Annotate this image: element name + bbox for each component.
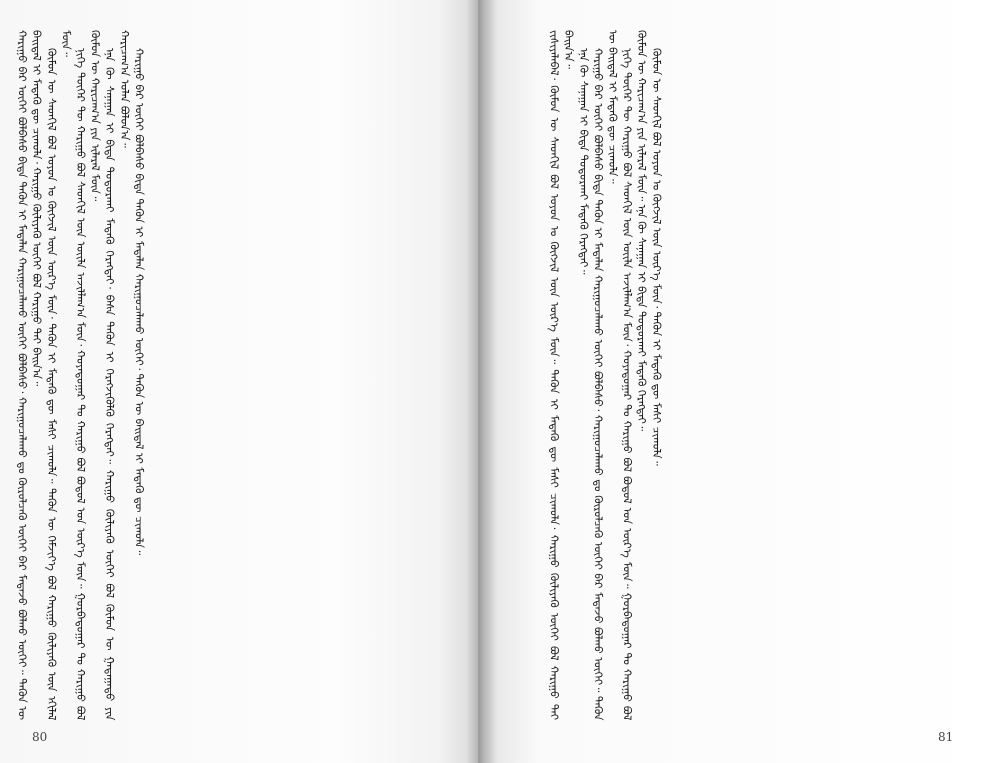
paragraph: ᠬᠠᠷᠢᠭᠤ ᠪᠡᠷ ᠦᠭᠡᠢ ᠪᠣᠯᠪᠠᠰᠤ ᠪᠢᠳᠡ ᠲᠡᠭᠦᠨ ᠢ ᠮᠠᠳᠠᠯᠠᠨ ᠬᠠᠷᠢᠭᠤᠴᠠᠯᠠᠬᠤ ᠦᠭᠡᠢ ᠪᠣᠯᠪᠠᠰᠤ᠂ ᠬᠠᠷᠢᠭᠤᠴᠠᠯᠠᠬᠤ ᠳᠤ ᠬᠦᠷᠦᠯᠴᠡᠬᠦ ᠦᠭᠡᠢ ᠪᠡᠷ ᠮᠡᠳᠡᠵᠦ ᠪᠣᠯᠬᠤ ᠦᠭᠡᠢ᠃ ᠲᠡᠭᠦᠨ ᠦ ᠪᠠᠢᠳᠠᠯ ᠢ ᠮᠡᠳᠡᠬᠦ ᠳᠦ ᠴᠢᠬᠤᠯᠠ᠂ ᠬᠠᠷᠢᠭᠤ ᠬᠦᠯᠢᠶᠡᠬᠦ ᠦᠭᠡᠢ ᠪᠣᠯ ᠬᠠᠷᠢᠭᠤ ᠲᠠᠢ ᠪᠠᠢᠨ᠎ᠠ᠃	[15, 30, 44, 720]
paragraph: ᠨᠢᠭᠡ ᠳᠦᠭᠡᠷ ᠲᠦ ᠬᠠᠷᠢᠭᠤ ᠪᠣᠯ ᠰᠡᠳᠬᠢᠯ ᠦᠨ ᠦᠢᠯᠡ ᠠᠵᠢᠯᠯᠠᠭ᠎ᠠ ᠮᠥᠨ᠂ ᠬᠣᠶᠠᠳᠤᠭᠠᠷ ᠲᠤ ᠬᠠᠷᠢᠭᠤ ᠪᠣᠯ ᠪᠣᠳᠤᠯ ᠤᠨ ᠦᠷ᠎ᠡ ᠮᠥᠨ᠃ ᠭᠤᠷᠪᠠᠳᠤᠭᠠᠷ ᠲᠤ ᠬᠠᠷᠢᠭᠤ ᠪᠣᠯ ᠬᠦᠮᠦᠨ ᠦ ᠬᠠᠷᠢᠴᠠᠭ᠎ᠠ ᠶᠢᠨ ᠢᠯᠡᠷᠡᠯ ᠮᠥᠨ᠃ ᠡᠨᠡ ᠬᠦ ᠰᠠᠨᠠᠭᠠᠨ ᠢ ᠪᠢᠳᠡ ᠲᠣᠳᠣᠷᠬᠠᠢ ᠮᠡᠳᠡᠬᠦ ᠬᠡᠷᠡᠭᠲᠡᠢ᠃	[620, 30, 649, 720]
paragraph: ᠡᠨᠡ ᠬᠦ ᠰᠠᠨᠠᠭᠠᠨ ᠢ ᠪᠢᠳᠡ ᠲᠣᠳᠣᠷᠬᠠᠢ ᠮᠡᠳᠡᠬᠦ ᠬᠡᠷᠡᠭᠲᠡᠢ᠃	[576, 47, 590, 275]
paragraph: ᠬᠦᠮᠦᠨ ᠦ ᠰᠡᠳᠬᠢᠯ ᠪᠣᠯ ᠣᠶᠤᠨ ᠤ ᠬᠥᠭᠵᠢᠯ ᠦᠨ ᠦᠷ᠎ᠡ ᠮᠥᠨ᠂ ᠲᠡᠭᠦᠨ ᠢ ᠮᠡᠳᠡᠬᠦ ᠳᠦ ᠮᠠᠰᠢ ᠴᠢᠬᠤᠯᠠ᠃	[649, 47, 663, 466]
page-number-right: 81	[938, 730, 954, 744]
left-page-text	[14, 30, 454, 720]
paragraph: ᠬᠦᠮᠦᠨ ᠦ ᠰᠡᠳᠬᠢᠯ ᠪᠣᠯ ᠣᠶᠤᠨ ᠤ ᠬᠥᠭᠵᠢᠯ ᠦᠨ ᠦᠷ᠎ᠡ ᠮᠥᠨ᠂ ᠲᠡᠭᠦᠨ ᠢ ᠮᠡᠳᠡᠬᠦ ᠳᠦ ᠮᠠᠰᠢ ᠴᠢᠬᠤᠯᠠ᠃ ᠲᠡᠭᠦᠨ ᠦ ᠬᠡᠮᠵᠢᠶ᠎ᠡ ᠪᠣᠯ ᠬᠠᠷᠢᠭᠤ ᠬᠦᠯᠢᠶᠡᠬᠦ ᠦᠨ ᠡᠬᠢᠯᠡᠯ ᠮᠥᠨ᠃	[44, 30, 73, 720]
paragraph: ᠡᠨᠡ ᠬᠦ ᠰᠠᠨᠠᠭᠠᠨ ᠢ ᠪᠢᠳᠡ ᠲᠣᠳᠣᠷᠬᠠᠢ ᠮᠡᠳᠡᠬᠦ ᠬᠡᠷᠡᠭᠲᠡᠢ᠂ ᠪᠠᠰᠠ ᠲᠡᠭᠦᠨ ᠢ ᠬᠡᠷᠡᠭᠵᠢᠭᠦᠯᠬᠦ ᠬᠡᠷᠡᠭᠲᠡᠢ᠃ ᠬᠠᠷᠢᠭᠤ ᠬᠦᠯᠢᠶᠡᠬᠦ ᠦᠭᠡᠢ ᠪᠣᠯ ᠬᠦᠮᠦᠨ ᠦ ᠭᠠᠳᠠᠭᠠᠳᠤ ᠶᠢᠨ ᠬᠠᠷᠢᠴᠠᠭ᠎ᠠ ᠣᠯᠠᠨ ᠪᠣᠯᠤᠨ᠎ᠠ᠃	[103, 30, 131, 720]
paragraph: ᠨᠢᠭᠡ ᠳᠦᠭᠡᠷ ᠲᠦ ᠬᠠᠷᠢᠭᠤ ᠪᠣᠯ ᠰᠡᠳᠬᠢᠯ ᠦᠨ ᠦᠢᠯᠡ ᠠᠵᠢᠯᠯᠠᠭ᠎ᠠ ᠮᠥᠨ᠂ ᠬᠣᠶᠠᠳᠤᠭᠠᠷ ᠲᠤ ᠬᠠᠷᠢᠭᠤ ᠪᠣᠯ ᠪᠣᠳᠤᠯ ᠤᠨ ᠦᠷ᠎ᠡ ᠮᠥᠨ᠃ ᠭᠤᠷᠪᠠᠳᠤᠭᠠᠷ ᠲᠤ ᠬᠠᠷᠢᠭᠤ ᠪᠣᠯ ᠬᠦᠮᠦᠨ ᠦ ᠬᠠᠷᠢᠴᠠᠭ᠎ᠠ ᠶᠢᠨ ᠢᠯᠡᠷᠡᠯ ᠮᠥᠨ᠃	[73, 30, 102, 720]
paragraph: ᠵᠢᠱᠢᠶᠡᠯᠡᠪᠡᠯ᠂ ᠬᠦᠮᠦᠨ ᠦ ᠰᠡᠳᠬᠢᠯ ᠪᠣᠯ ᠣᠶᠤᠨ ᠤ ᠬᠥᠭᠵᠢᠯ ᠦᠨ ᠦᠷ᠎ᠡ ᠮᠥᠨ᠃ ᠲᠡᠭᠦᠨ ᠢ ᠮᠡᠳᠡᠬᠦ ᠳᠦ ᠮᠠᠰᠢ ᠴᠢᠬᠤᠯᠠ᠂ ᠬᠠᠷᠢᠭᠤ ᠬᠦᠯᠢᠶᠡᠬᠦ ᠦᠭᠡᠢ ᠪᠣᠯ ᠬᠠᠷᠢᠭᠤ ᠲᠠᠢ ᠪᠠᠢᠨ᠎ᠠ᠃	[547, 30, 576, 720]
paragraph: ᠬᠠᠷᠢᠭᠤ ᠪᠡᠷ ᠦᠭᠡᠢ ᠪᠣᠯᠪᠠᠰᠤ ᠪᠢᠳᠡ ᠲᠡᠭᠦᠨ ᠢ ᠮᠠᠳᠠᠯᠠᠨ ᠬᠠᠷᠢᠭᠤᠴᠠᠯᠠᠬᠤ ᠦᠭᠡᠢ ᠪᠣᠯᠪᠠᠰᠤ᠂ ᠬᠠᠷᠢᠭᠤᠴᠠᠯᠠᠬᠤ ᠳᠤ ᠬᠦᠷᠦᠯᠴᠡᠬᠦ ᠦᠭᠡᠢ ᠪᠡᠷ ᠮᠡᠳᠡᠵᠦ ᠪᠣᠯᠬᠤ ᠦᠭᠡᠢ᠃ ᠲᠡᠭᠦᠨ ᠦ ᠪᠠᠢᠳᠠᠯ ᠢ ᠮᠡᠳᠡᠬᠦ ᠳᠦ ᠴᠢᠬᠤᠯᠠ᠃	[591, 30, 619, 720]
left-page	[0, 0, 478, 763]
right-page	[478, 0, 985, 763]
page-number-left: 80	[32, 730, 48, 744]
right-page-text	[546, 30, 966, 720]
paragraph: ᠬᠠᠷᠢᠭᠤ ᠪᠡᠷ ᠦᠭᠡᠢ ᠪᠣᠯᠪᠠᠰᠤ ᠪᠢᠳᠡ ᠲᠡᠭᠦᠨ ᠢ ᠮᠠᠳᠠᠯᠠᠨ ᠬᠠᠷᠢᠭᠤᠴᠠᠯᠠᠬᠤ ᠦᠭᠡᠢ᠂ ᠲᠡᠭᠦᠨ ᠦ ᠪᠠᠢᠳᠠᠯ ᠢ ᠮᠡᠳᠡᠬᠦ ᠳᠦ ᠴᠢᠬᠤᠯᠠ᠃	[132, 47, 146, 555]
